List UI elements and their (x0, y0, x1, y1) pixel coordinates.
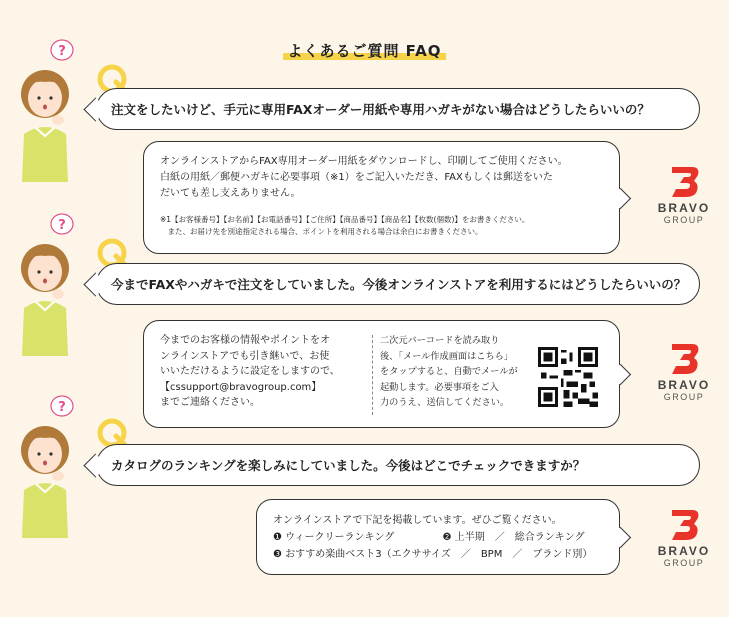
qr-code[interactable] (538, 347, 598, 407)
svg-text:?: ? (58, 400, 66, 415)
answer-line: までご連絡ください。 (160, 397, 260, 408)
answer-line: ンラインストアでも引き継いで、お使 (160, 350, 330, 362)
divider (372, 335, 373, 415)
svg-text:?: ? (58, 218, 66, 233)
ranking-row (273, 529, 592, 546)
bravo-group-logo: BRAVO GROUP (644, 163, 724, 233)
faq-answer-1 (143, 141, 620, 254)
ranking-row (273, 546, 592, 563)
question-text: 注文をしたいけど、手元に専用FAXオーダー用紙や専用ハガキがない場合はどうしたらいいの？ (111, 102, 650, 117)
faq-answer-2 (143, 320, 620, 428)
faq-question-1 (96, 88, 700, 130)
ranking-label: おすすめ楽曲ベスト3（エクササイズ ／ BPM ／ ブランド別） (285, 549, 593, 560)
page-title: よくあるご質問 FAQ (0, 40, 729, 61)
answer-line: 後、「メール作成画面はこちら」 (380, 350, 514, 362)
answer-line: 力のうえ、送信してください。 (380, 397, 510, 408)
answer-line: 二次元バーコードを読み取り (380, 335, 500, 346)
support-email[interactable]: 【cssupport@bravogroup.com】 (160, 381, 322, 393)
faq-question-2 (96, 263, 700, 305)
answer-line: をタップすると、自動でメールが (380, 366, 518, 377)
answer-line: オンラインストアで下記を掲載しています。ぜひご覧ください。 (273, 515, 562, 526)
answer-note: また、お届け先を別途指定される場合、ポイントを利用される場合は余白にお書きください。 (160, 227, 483, 236)
question-text: 今までFAXやハガキで注文をしていました。今後オンラインストアを利用するにはどうしたらいいの？ (111, 277, 687, 292)
svg-text:?: ? (58, 44, 66, 59)
answer-line: いいただけるように設定をしますので、 (160, 366, 340, 377)
answer-line: オンラインストアからFAX専用オーダー用紙をダウンロードし、印刷してご使用ください。 (160, 156, 568, 167)
ranking-number: ❶ (273, 532, 282, 543)
question-text: カタログのランキングを楽しみにしていました。今後はどこでチェックできますか？ (111, 458, 586, 473)
faq-question-3 (96, 444, 700, 486)
thinking-girl-illustration (10, 62, 80, 182)
answer-note: ※1【お客様番号】【お名前】【お電話番号】【ご住所】【商品番号】【商品名】【枚数(個数)】をお書きください。 (160, 215, 530, 224)
ranking-number: ❷ (442, 532, 452, 543)
bravo-group-logo: BRAVO GROUP (644, 340, 724, 410)
thinking-girl-illustration (10, 236, 80, 356)
answer-line: 白紙の用紙／郵便ハガキに必要事項（※1）をご記入いただき、FAXもしくは郵送をいた (160, 172, 553, 183)
answer-line: 起動します。必要事項をご入 (380, 381, 499, 393)
thinking-girl-illustration (10, 418, 80, 538)
ranking-number: ❸ (273, 549, 282, 560)
ranking-label: 上半期 ／ 総合ランキング (454, 532, 585, 543)
ranking-label: ウィークリーランキング (285, 532, 395, 543)
faq-answer-3 (256, 499, 620, 575)
answer-line: 今までのお客様の情報やポイントをオ (160, 335, 330, 346)
answer-line: だいても差し支えありません。 (160, 188, 301, 199)
bravo-group-logo: BRAVO GROUP (644, 506, 724, 576)
